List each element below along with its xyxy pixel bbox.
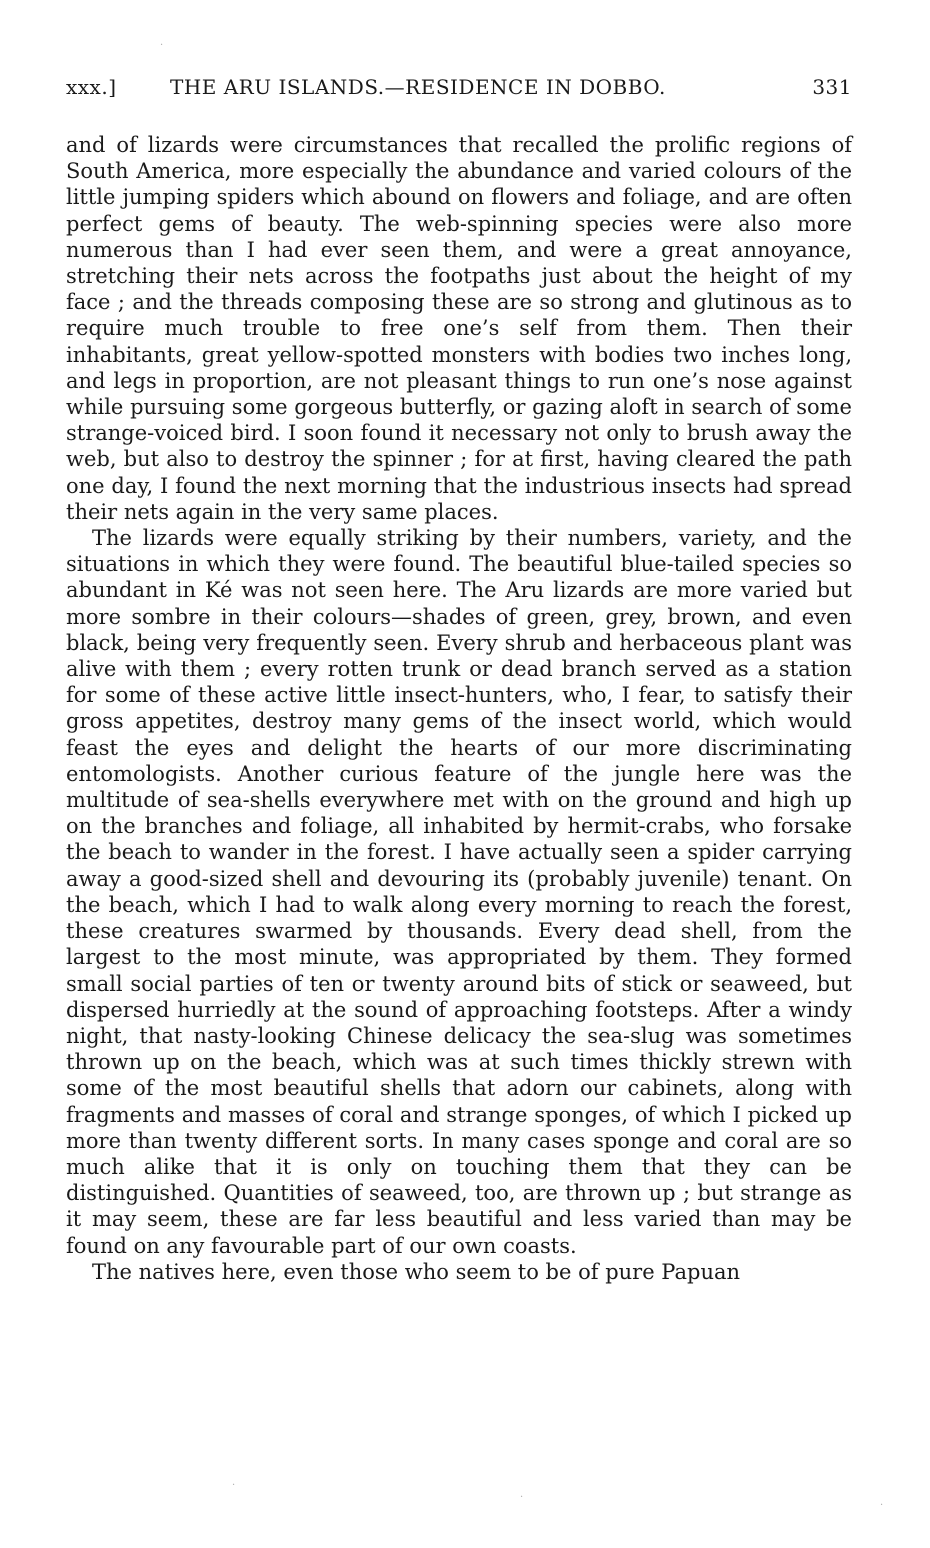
scan-speck: ·: [520, 1492, 524, 1503]
scan-speck: ·: [160, 40, 164, 51]
paragraph-continued: and of lizards were circumstances that recalled the prolific regions of South America, more especially the abundance and varied colours of the little jumping spiders which abound on flowers and foliage, and are often perfect gems of beauty. The web-spinning species were also more numerous than I had ever seen them, and were a great annoyance, stretching their nets across the footpaths just about the height of my face ; and the threads composing these are so strong and glutinous as to require much trouble to free one’s self from them. Then their inhabitants, great yellow-spotted monsters with bodies two inches long, and legs in proportion, are not pleasant things to run one’s nose against while pursuing some gorgeous butterfly, or gazing aloft in search of some strange-voiced bird. I soon found it necessary not only to brush away the web, but also to destroy the spinner ; for at first, having cleared the path one day, I found the next morning that the industrious insects had spread their nets again in the very same places.: [66, 133, 852, 524]
paragraph-natives: The natives here, even those who seem to be of pure Papuan: [92, 1259, 741, 1284]
book-page: [66, 70, 852, 1285]
chapter-number: xxx.]: [66, 75, 117, 99]
page-number: 331: [812, 75, 852, 99]
scan-speck: ·: [232, 1480, 236, 1491]
running-head: [66, 70, 852, 104]
scan-speck: ·: [880, 1500, 884, 1511]
body-text: [66, 132, 852, 1285]
running-title: THE ARU ISLANDS.—RESIDENCE IN DOBBO.: [170, 75, 666, 99]
paragraph-lizards: The lizards were equally striking by their numbers, variety, and the situations in which they were found. The beautiful blue-tailed species so abundant in Ké was not seen here. The Aru lizards are more varied but more sombre in their colours—shades of green, grey, brown, and even black, being very frequently seen. Every shrub and herbaceous plant was alive with them ; every rotten trunk or dead branch served as a station for some of these active little insect-hunters, who, I fear, to satisfy their gross appetites, destroy many gems of the insect world, which would feast the eyes and delight the hearts of our more discriminating entomologists. Another curious feature of the jungle here was the multitude of sea-shells everywhere met with on the ground and high up on the branches and foliage, all inhabited by hermit-crabs, who forsake the beach to wander in the forest. I have actually seen a spider carrying away a good-sized shell and devouring its (probably juvenile) tenant. On the beach, which I had to walk along every morning to reach the forest, these creatures swarmed by thousands. Every dead shell, from the largest to the most minute, was appropriated by them. They formed small social parties of ten or twenty around bits of stick or seaweed, but dispersed hurriedly at the sound of approaching footsteps. After a windy night, that nasty-looking Chinese delicacy the sea-slug was sometimes thrown up on the beach, which was at such times thickly strewn with some of the most beautiful shells that adorn our cabinets, along with fragments and masses of coral and strange sponges, of which I picked up more than twenty different sorts. In many cases sponge and coral are so much alike that it is only on touching them that they can be distinguished. Quantities of seaweed, too, are thrown up ; but strange as it may seem, these are far less beautiful and less varied than may be found on any favourable part of our own coasts.: [66, 526, 852, 1258]
